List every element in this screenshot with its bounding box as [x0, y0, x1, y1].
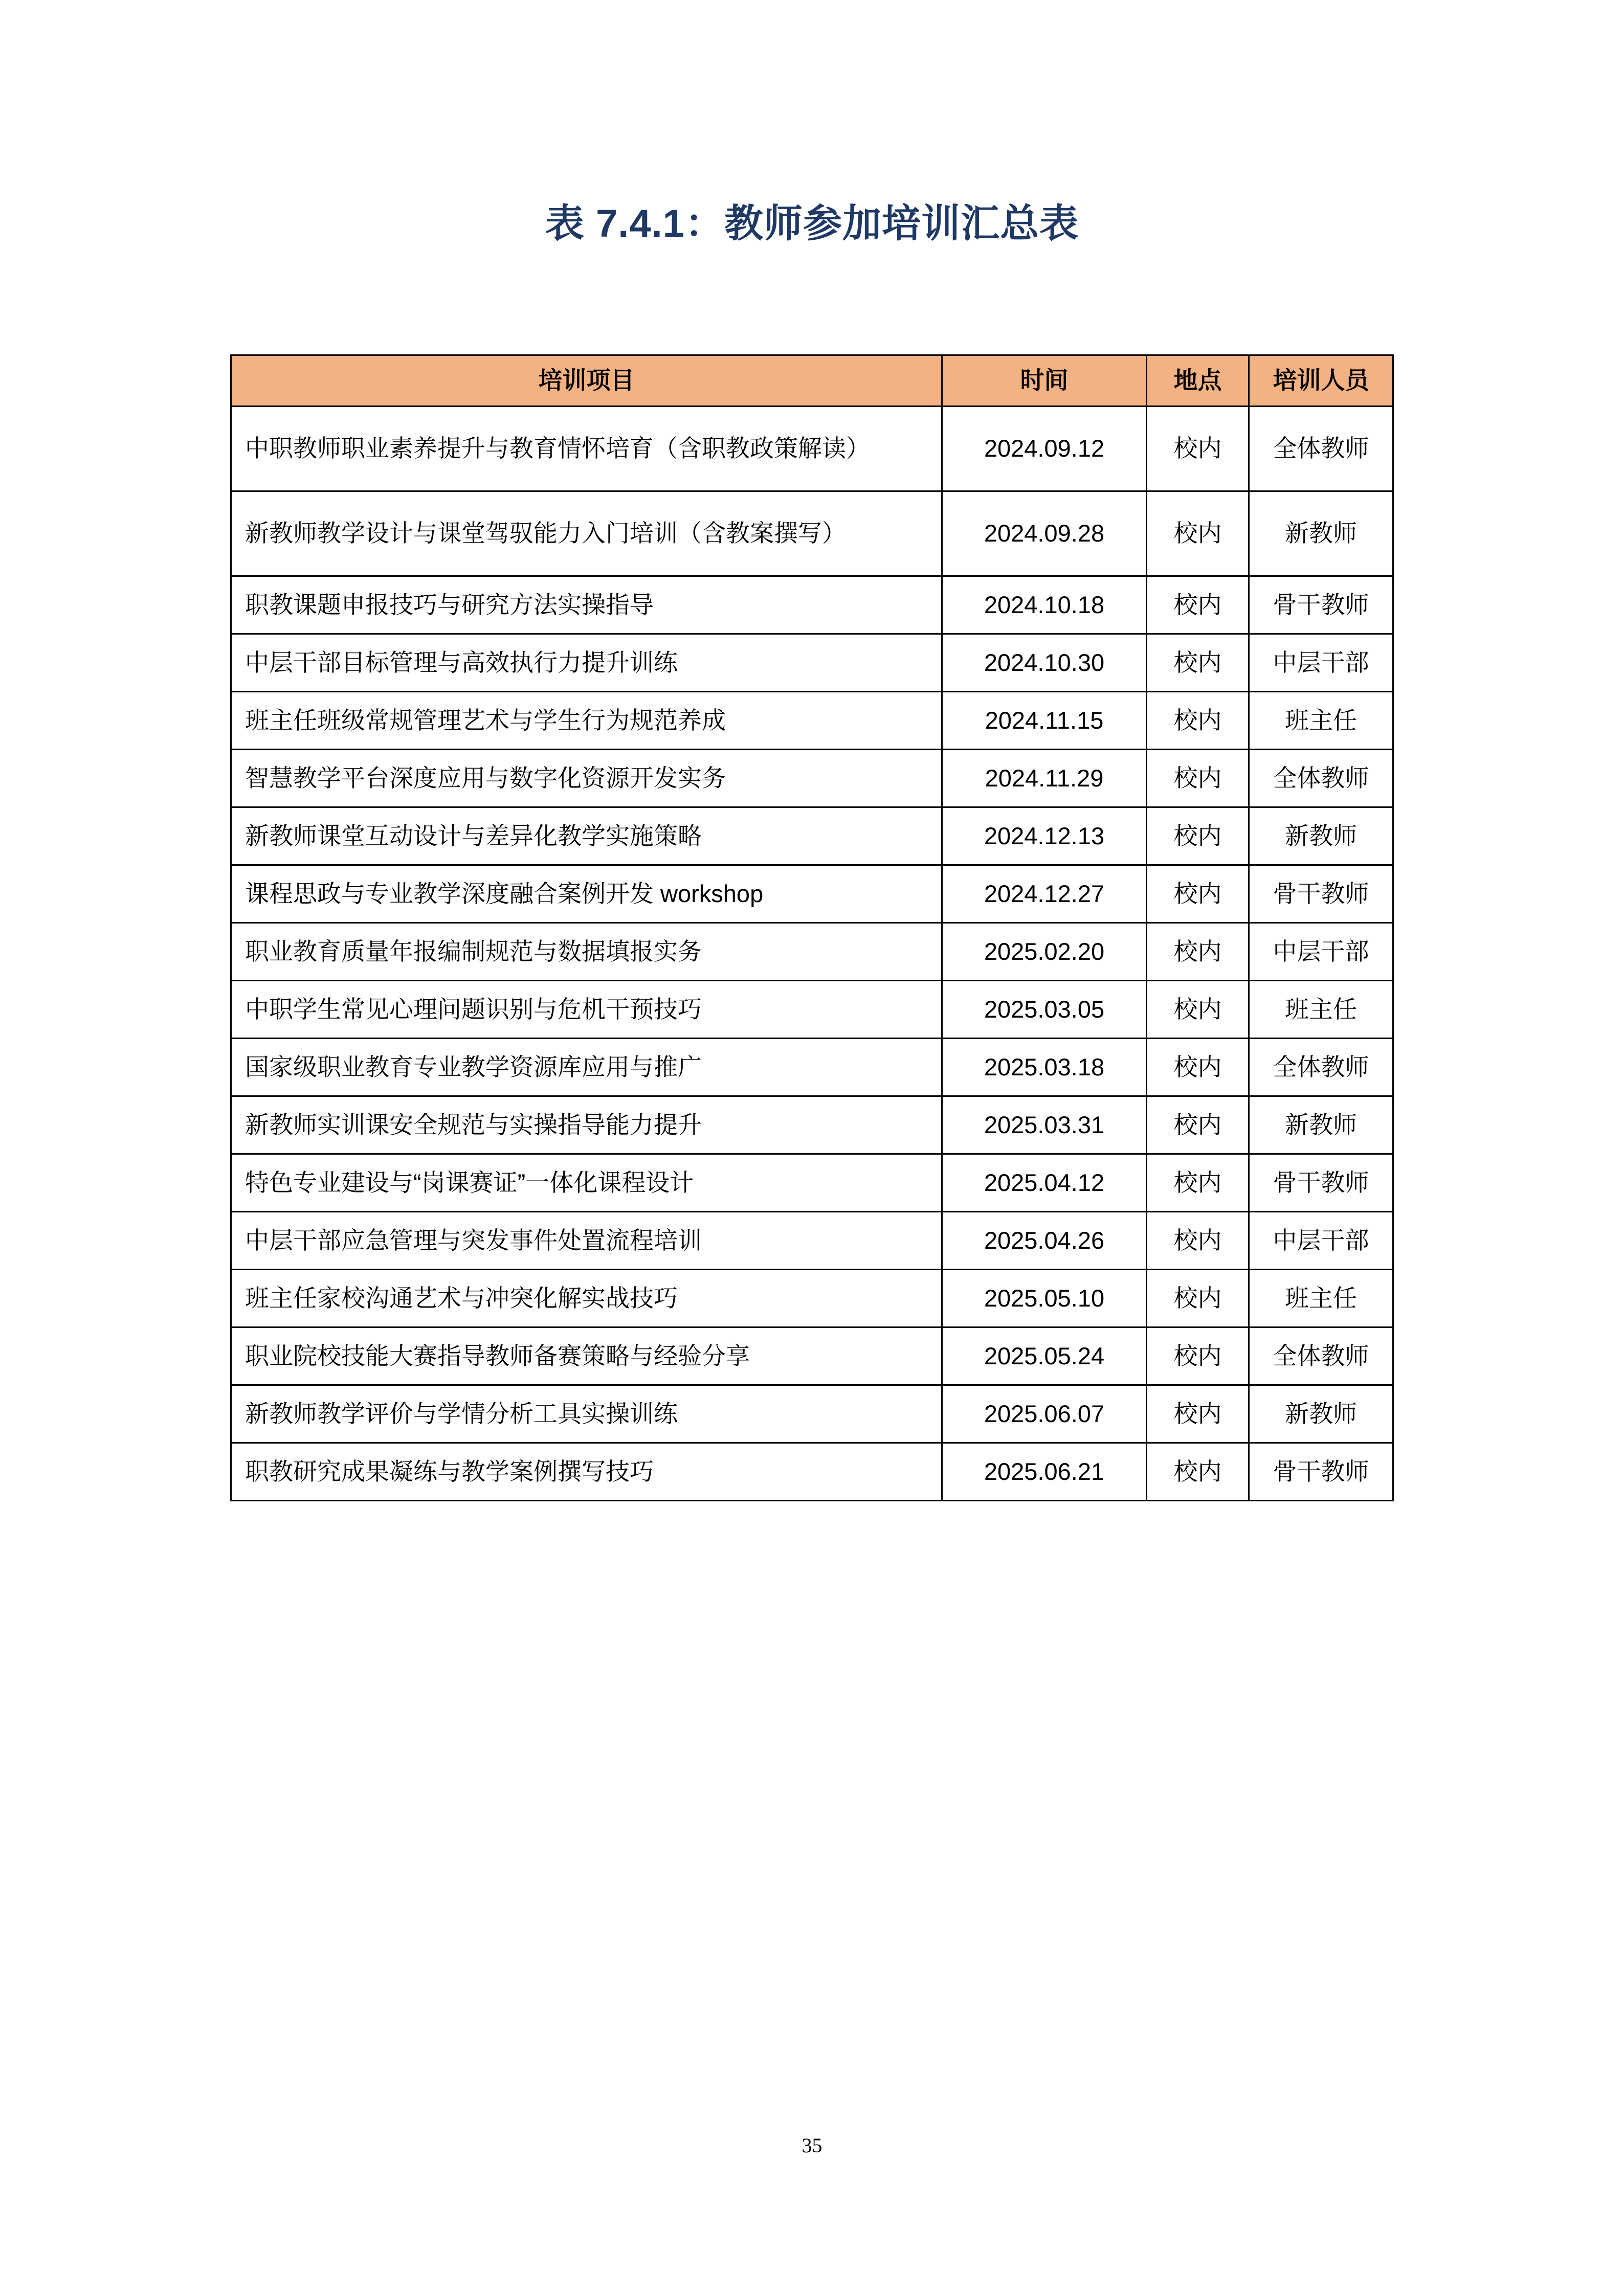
cell-training-people: 全体教师 — [1249, 750, 1393, 807]
cell-training-time: 2025.05.24 — [942, 1327, 1147, 1385]
table-row — [231, 981, 1393, 1039]
cell-training-time: 2024.11.29 — [942, 750, 1147, 807]
table-row — [231, 1443, 1393, 1501]
page-number: 35 — [802, 2134, 822, 2157]
cell-training-time: 2025.03.31 — [942, 1096, 1147, 1154]
cell-training-project: 课程思政与专业教学深度融合案例开发 workshop — [231, 865, 942, 923]
column-header-place: 地点 — [1147, 355, 1249, 407]
table-row — [231, 1096, 1393, 1154]
table-header — [231, 355, 1393, 407]
table-row — [231, 1385, 1393, 1443]
cell-training-time: 2025.03.05 — [942, 981, 1147, 1039]
cell-training-time: 2024.11.15 — [942, 692, 1147, 750]
column-header-project: 培训项目 — [231, 355, 942, 407]
cell-training-project: 中层干部目标管理与高效执行力提升训练 — [231, 634, 942, 692]
cell-training-time: 2025.06.21 — [942, 1443, 1147, 1501]
cell-training-people: 新教师 — [1249, 807, 1393, 865]
cell-training-project: 中层干部应急管理与突发事件处置流程培训 — [231, 1212, 942, 1270]
cell-training-project: 职教研究成果凝练与教学案例撰写技巧 — [231, 1443, 942, 1501]
cell-training-place: 校内 — [1147, 576, 1249, 634]
cell-training-place: 校内 — [1147, 923, 1249, 981]
cell-training-people: 新教师 — [1249, 491, 1393, 576]
cell-training-time: 2025.02.20 — [942, 923, 1147, 981]
cell-training-place: 校内 — [1147, 407, 1249, 491]
cell-training-people: 中层干部 — [1249, 1212, 1393, 1270]
cell-training-time: 2024.10.30 — [942, 634, 1147, 692]
cell-training-people: 全体教师 — [1249, 1327, 1393, 1385]
cell-training-time: 2024.09.28 — [942, 491, 1147, 576]
cell-training-place: 校内 — [1147, 692, 1249, 750]
training-table-container — [230, 354, 1392, 1501]
cell-training-place: 校内 — [1147, 750, 1249, 807]
cell-training-place: 校内 — [1147, 1154, 1249, 1212]
cell-training-time: 2025.05.10 — [942, 1270, 1147, 1327]
cell-training-time: 2024.12.13 — [942, 807, 1147, 865]
column-header-time: 时间 — [942, 355, 1147, 407]
column-header-people: 培训人员 — [1249, 355, 1393, 407]
table-row — [231, 576, 1393, 634]
page-title: 表 7.4.1：教师参加培训汇总表 — [545, 202, 1079, 245]
table-row — [231, 692, 1393, 750]
cell-training-time: 2024.12.27 — [942, 865, 1147, 923]
cell-training-project: 班主任家校沟通艺术与冲突化解实战技巧 — [231, 1270, 942, 1327]
cell-training-people: 班主任 — [1249, 692, 1393, 750]
table-header-row — [231, 355, 1393, 407]
cell-training-time: 2024.09.12 — [942, 407, 1147, 491]
cell-training-people: 全体教师 — [1249, 1039, 1393, 1096]
cell-training-time: 2025.04.12 — [942, 1154, 1147, 1212]
table-row — [231, 1039, 1393, 1096]
cell-training-people: 骨干教师 — [1249, 865, 1393, 923]
cell-training-time: 2024.10.18 — [942, 576, 1147, 634]
cell-training-time: 2025.03.18 — [942, 1039, 1147, 1096]
cell-training-place: 校内 — [1147, 634, 1249, 692]
table-row — [231, 1270, 1393, 1327]
cell-training-project: 职业院校技能大赛指导教师备赛策略与经验分享 — [231, 1327, 942, 1385]
cell-training-project: 新教师实训课安全规范与实操指导能力提升 — [231, 1096, 942, 1154]
cell-training-place: 校内 — [1147, 981, 1249, 1039]
cell-training-place: 校内 — [1147, 1327, 1249, 1385]
cell-training-place: 校内 — [1147, 491, 1249, 576]
cell-training-place: 校内 — [1147, 1385, 1249, 1443]
cell-training-people: 新教师 — [1249, 1096, 1393, 1154]
cell-training-people: 全体教师 — [1249, 407, 1393, 491]
cell-training-people: 中层干部 — [1249, 923, 1393, 981]
cell-training-people: 班主任 — [1249, 1270, 1393, 1327]
table-row — [231, 1327, 1393, 1385]
cell-training-people: 新教师 — [1249, 1385, 1393, 1443]
table-row — [231, 865, 1393, 923]
cell-training-time: 2025.04.26 — [942, 1212, 1147, 1270]
cell-training-people: 中层干部 — [1249, 634, 1393, 692]
table-row — [231, 491, 1393, 576]
cell-training-place: 校内 — [1147, 1443, 1249, 1501]
cell-training-place: 校内 — [1147, 1096, 1249, 1154]
cell-training-project: 职教课题申报技巧与研究方法实操指导 — [231, 576, 942, 634]
cell-training-project: 新教师教学评价与学情分析工具实操训练 — [231, 1385, 942, 1443]
cell-training-people: 班主任 — [1249, 981, 1393, 1039]
cell-training-project: 新教师课堂互动设计与差异化教学实施策略 — [231, 807, 942, 865]
cell-training-project: 国家级职业教育专业教学资源库应用与推广 — [231, 1039, 942, 1096]
cell-training-project: 中职教师职业素养提升与教育情怀培育（含职教政策解读） — [231, 407, 942, 491]
cell-training-project: 智慧教学平台深度应用与数字化资源开发实务 — [231, 750, 942, 807]
table-row — [231, 1212, 1393, 1270]
table-row — [231, 634, 1393, 692]
cell-training-place: 校内 — [1147, 1039, 1249, 1096]
cell-training-place: 校内 — [1147, 807, 1249, 865]
cell-training-place: 校内 — [1147, 1212, 1249, 1270]
cell-training-time: 2025.06.07 — [942, 1385, 1147, 1443]
cell-training-project: 特色专业建设与“岗课赛证”一体化课程设计 — [231, 1154, 942, 1212]
cell-training-project: 班主任班级常规管理艺术与学生行为规范养成 — [231, 692, 942, 750]
table-row — [231, 923, 1393, 981]
table-row — [231, 750, 1393, 807]
cell-training-people: 骨干教师 — [1249, 1154, 1393, 1212]
training-summary-table — [230, 354, 1394, 1501]
table-row — [231, 807, 1393, 865]
cell-training-people: 骨干教师 — [1249, 1443, 1393, 1501]
cell-training-people: 骨干教师 — [1249, 576, 1393, 634]
table-row — [231, 1154, 1393, 1212]
cell-training-place: 校内 — [1147, 1270, 1249, 1327]
cell-training-project: 新教师教学设计与课堂驾驭能力入门培训（含教案撰写） — [231, 491, 942, 576]
table-row — [231, 407, 1393, 491]
cell-training-project: 职业教育质量年报编制规范与数据填报实务 — [231, 923, 942, 981]
cell-training-project: 中职学生常见心理问题识别与危机干预技巧 — [231, 981, 942, 1039]
cell-training-place: 校内 — [1147, 865, 1249, 923]
table-body — [231, 407, 1393, 1501]
